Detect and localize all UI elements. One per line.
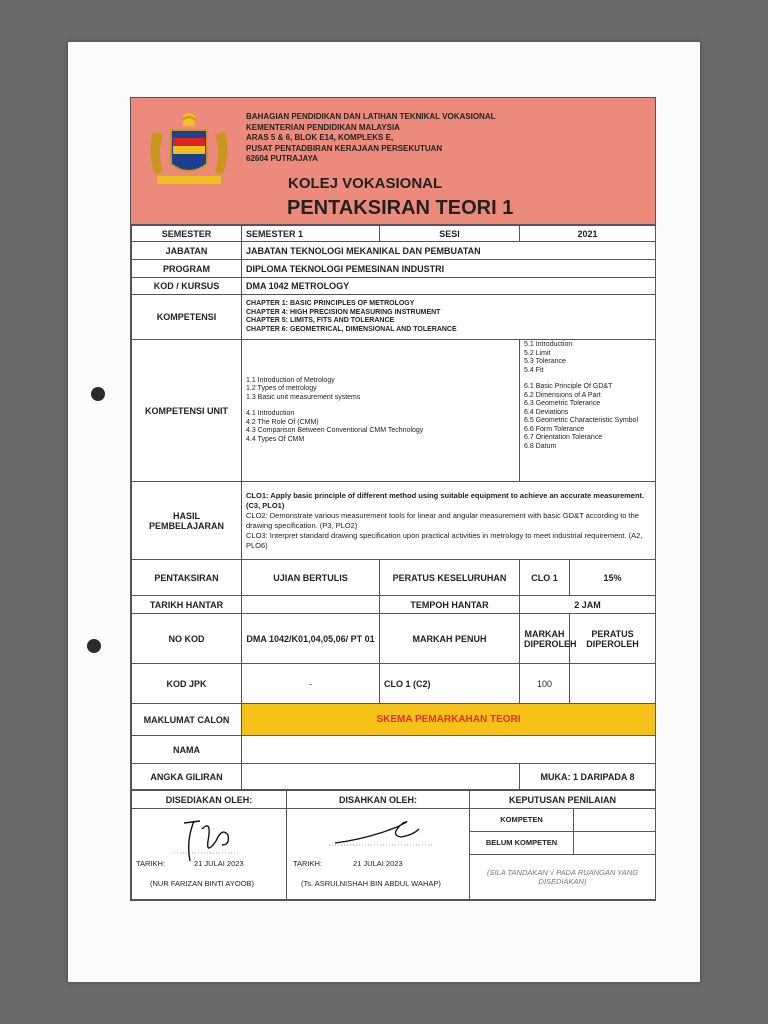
pentaksiran-value: UJIAN BERTULIS (242, 560, 380, 596)
kompetensi-value (242, 295, 656, 340)
form-table (131, 225, 656, 790)
markah-penuh-label: MARKAH PENUH (380, 614, 520, 664)
unit-line: 5.4 Fit (524, 366, 544, 374)
unit-line: 6.1 Basic Principle Of GD&T (524, 383, 613, 390)
kompetensi-unit-right (520, 340, 656, 482)
tempoh-hantar-label: TEMPOH HANTAR (380, 596, 520, 614)
angka-giliran-value[interactable] (242, 764, 520, 790)
unit-line: 4.4 Types Of CMM (246, 435, 305, 443)
clo1-label: CLO 1 (520, 560, 570, 596)
preparer-name: (NUR FARIZAN BINTI AYOOB) (150, 879, 255, 888)
angka-giliran-label: ANGKA GILIRAN (132, 764, 242, 790)
hasil-pembelajaran-value (242, 482, 656, 560)
unit-line: 4.1 Introduction (246, 410, 295, 418)
tarikh-hantar-label: TARIKH HANTAR (132, 596, 242, 614)
chapter-line: CHAPTER 4: HIGH PRECISION MEASURING INSTRUMENT (246, 308, 441, 316)
date-1: 21 JULAI 2023 (194, 859, 244, 868)
approver-name: (Ts. ASRULNISHAH BIN ABDUL WAHAP) (301, 879, 441, 888)
peratus-diperoleh-label: PERATUS DIPEROLEH (570, 614, 656, 664)
clo1-text: CLO1: Apply basic principle of different method using suitable equipment to achieve an accurate measurement. (C3, PLO1) (246, 490, 645, 510)
disediakan-block (132, 809, 286, 899)
unit-line: 1.3 Basic unit measurement systems (246, 393, 361, 401)
malaysia-crest-icon (143, 112, 235, 192)
tarikh-label-2: TARIKH: (293, 859, 323, 868)
chapter-line: CHAPTER 1: BASIC PRINCIPLES OF METROLOGY (246, 300, 415, 307)
unit-line: 5.3 Tolerance (524, 358, 566, 365)
unit-line: 6.8 Datum (524, 442, 557, 450)
chapter-line: CHAPTER 5: LIMITS, FITS AND TOLERANCE (246, 317, 395, 324)
kompetensi-unit-left (242, 340, 520, 482)
unit-line: 6.2 Dimensions of A Part (524, 391, 601, 399)
kod-kursus-value: DMA 1042 METROLOGY (242, 278, 656, 295)
belum-kompeten-checkbox[interactable] (574, 831, 656, 854)
clo1-c2-value: 100 (520, 664, 570, 704)
org-line: BAHAGIAN PENDIDIKAN DAN LATIHAN TEKNIKAL VOKASIONAL (246, 112, 496, 121)
org-line: ARAS 5 & 6, BLOK E14, KOMPLEKS E, (246, 133, 394, 142)
clo3-text: CLO3: Interpret standard drawing specification upon practical activities in metrology to meet industrial requirement. (A2, PLO6) (246, 530, 643, 550)
kompetensi-unit-label: KOMPETENSI UNIT (132, 340, 242, 482)
disahkan-block (287, 809, 469, 899)
jabatan-label: JABATAN (132, 242, 242, 260)
unit-line: 1.2 Types of metrology (246, 385, 317, 393)
org-address (246, 112, 495, 165)
tarikh-label-1: TARIKH: (136, 859, 166, 868)
nama-value[interactable] (242, 736, 656, 764)
kod-jpk-label: KOD JPK (132, 664, 242, 704)
unit-line: 6.7 Orientation Tolerance (524, 434, 603, 441)
disahkan-cell (287, 809, 470, 900)
semester-value: SEMESTER 1 (242, 226, 380, 242)
org-line: KEMENTERIAN PENDIDIKAN MALAYSIA (246, 122, 400, 132)
kompeten-checkbox[interactable] (574, 809, 656, 832)
disediakan-cell (132, 809, 287, 900)
form-header (131, 98, 655, 225)
org-line: PUSAT PENTADBIRAN KERAJAAN PERSEKUTUAN (246, 143, 443, 153)
disediakan-label: DISEDIAKAN OLEH: (132, 791, 287, 809)
unit-line: 6.6 Form Tolerance (524, 425, 585, 433)
signature-icon (327, 813, 437, 853)
signoff-table (131, 790, 656, 900)
hasil-pembelajaran-label: HASIL PEMBELAJARAN (132, 482, 242, 560)
tandakan-note: (SILA TANDAKAN √ PADA RUANGAN YANG DISEDIAKAN) (470, 854, 656, 900)
clo1-percent: 15% (570, 560, 656, 596)
kompetensi-label: KOMPETENSI (132, 295, 242, 340)
unit-line: 5.2 Limit (524, 349, 551, 357)
clo1-c2-percent[interactable] (570, 664, 656, 704)
muka-surat: MUKA: 1 DARIPADA 8 (520, 764, 656, 790)
jabatan-value: JABATAN TEKNOLOGI MEKANIKAL DAN PEMBUATAN (242, 242, 656, 260)
unit-line: 4.2 The Role Of (CMM) (246, 418, 319, 426)
tarikh-hantar-value[interactable] (242, 596, 380, 614)
punch-hole-bottom (87, 639, 101, 653)
belum-kompeten-label: BELUM KOMPETEN (470, 831, 574, 854)
semester-label: SEMESTER (132, 226, 242, 242)
org-line: 62604 PUTRAJAYA (246, 154, 318, 163)
nama-label: NAMA (132, 736, 242, 764)
no-kod-value: DMA 1042/K01,04,05,06/ PT 01 (242, 614, 380, 664)
unit-line: 6.4 Deviations (524, 408, 569, 416)
peratus-keseluruhan-label: PERATUS KESELURUHAN (380, 560, 520, 596)
clo2-text: CLO2: Demonstrate various measurement tools for linear and angular measurement with basic GD&T according to the drawing specification. (P3, PLO2) (246, 510, 639, 530)
maklumat-calon-label: MAKLUMAT CALON (132, 704, 242, 736)
kompeten-label: KOMPETEN (470, 809, 574, 832)
skema-banner: SKEMA PEMARKAHAN TEORI (242, 704, 656, 736)
unit-line: 6.5 Geometric Characteristic Symbol (524, 417, 638, 424)
program-value: DIPLOMA TEKNOLOGI PEMESINAN INDUSTRI (242, 260, 656, 278)
sesi-value: 2021 (520, 226, 656, 242)
unit-line: 1.1 Introduction of Metrology (246, 376, 335, 384)
clo1-c2-label: CLO 1 (C2) (380, 664, 520, 704)
assessment-form (130, 97, 656, 901)
unit-line: 4.3 Comparison Between Conventional CMM Technology (246, 427, 424, 435)
keputusan-label: KEPUTUSAN PENILAIAN (470, 791, 656, 809)
program-label: PROGRAM (132, 260, 242, 278)
chapter-line: CHAPTER 6: GEOMETRICAL, DIMENSIONAL AND TOLERANCE (246, 325, 457, 333)
unit-line: 5.1 Introduction (524, 341, 573, 348)
punch-hole-top (91, 387, 105, 401)
kod-kursus-label: KOD / KURSUS (132, 278, 242, 295)
sesi-label: SESI (380, 226, 520, 242)
college-name: KOLEJ VOKASIONAL (288, 175, 443, 192)
disahkan-label: DISAHKAN OLEH: (287, 791, 470, 809)
tempoh-hantar-value: 2 JAM (520, 596, 656, 614)
pentaksiran-label: PENTAKSIRAN (132, 560, 242, 596)
markah-diperoleh-label: MARKAH DIPEROLEH (520, 614, 570, 664)
date-2: 21 JULAI 2023 (353, 859, 403, 868)
page-title: PENTAKSIRAN TEORI 1 (287, 197, 514, 219)
no-kod-label: NO KOD (132, 614, 242, 664)
kod-jpk-value: - (242, 664, 380, 704)
unit-line: 6.3 Geometric Tolerance (524, 400, 601, 407)
